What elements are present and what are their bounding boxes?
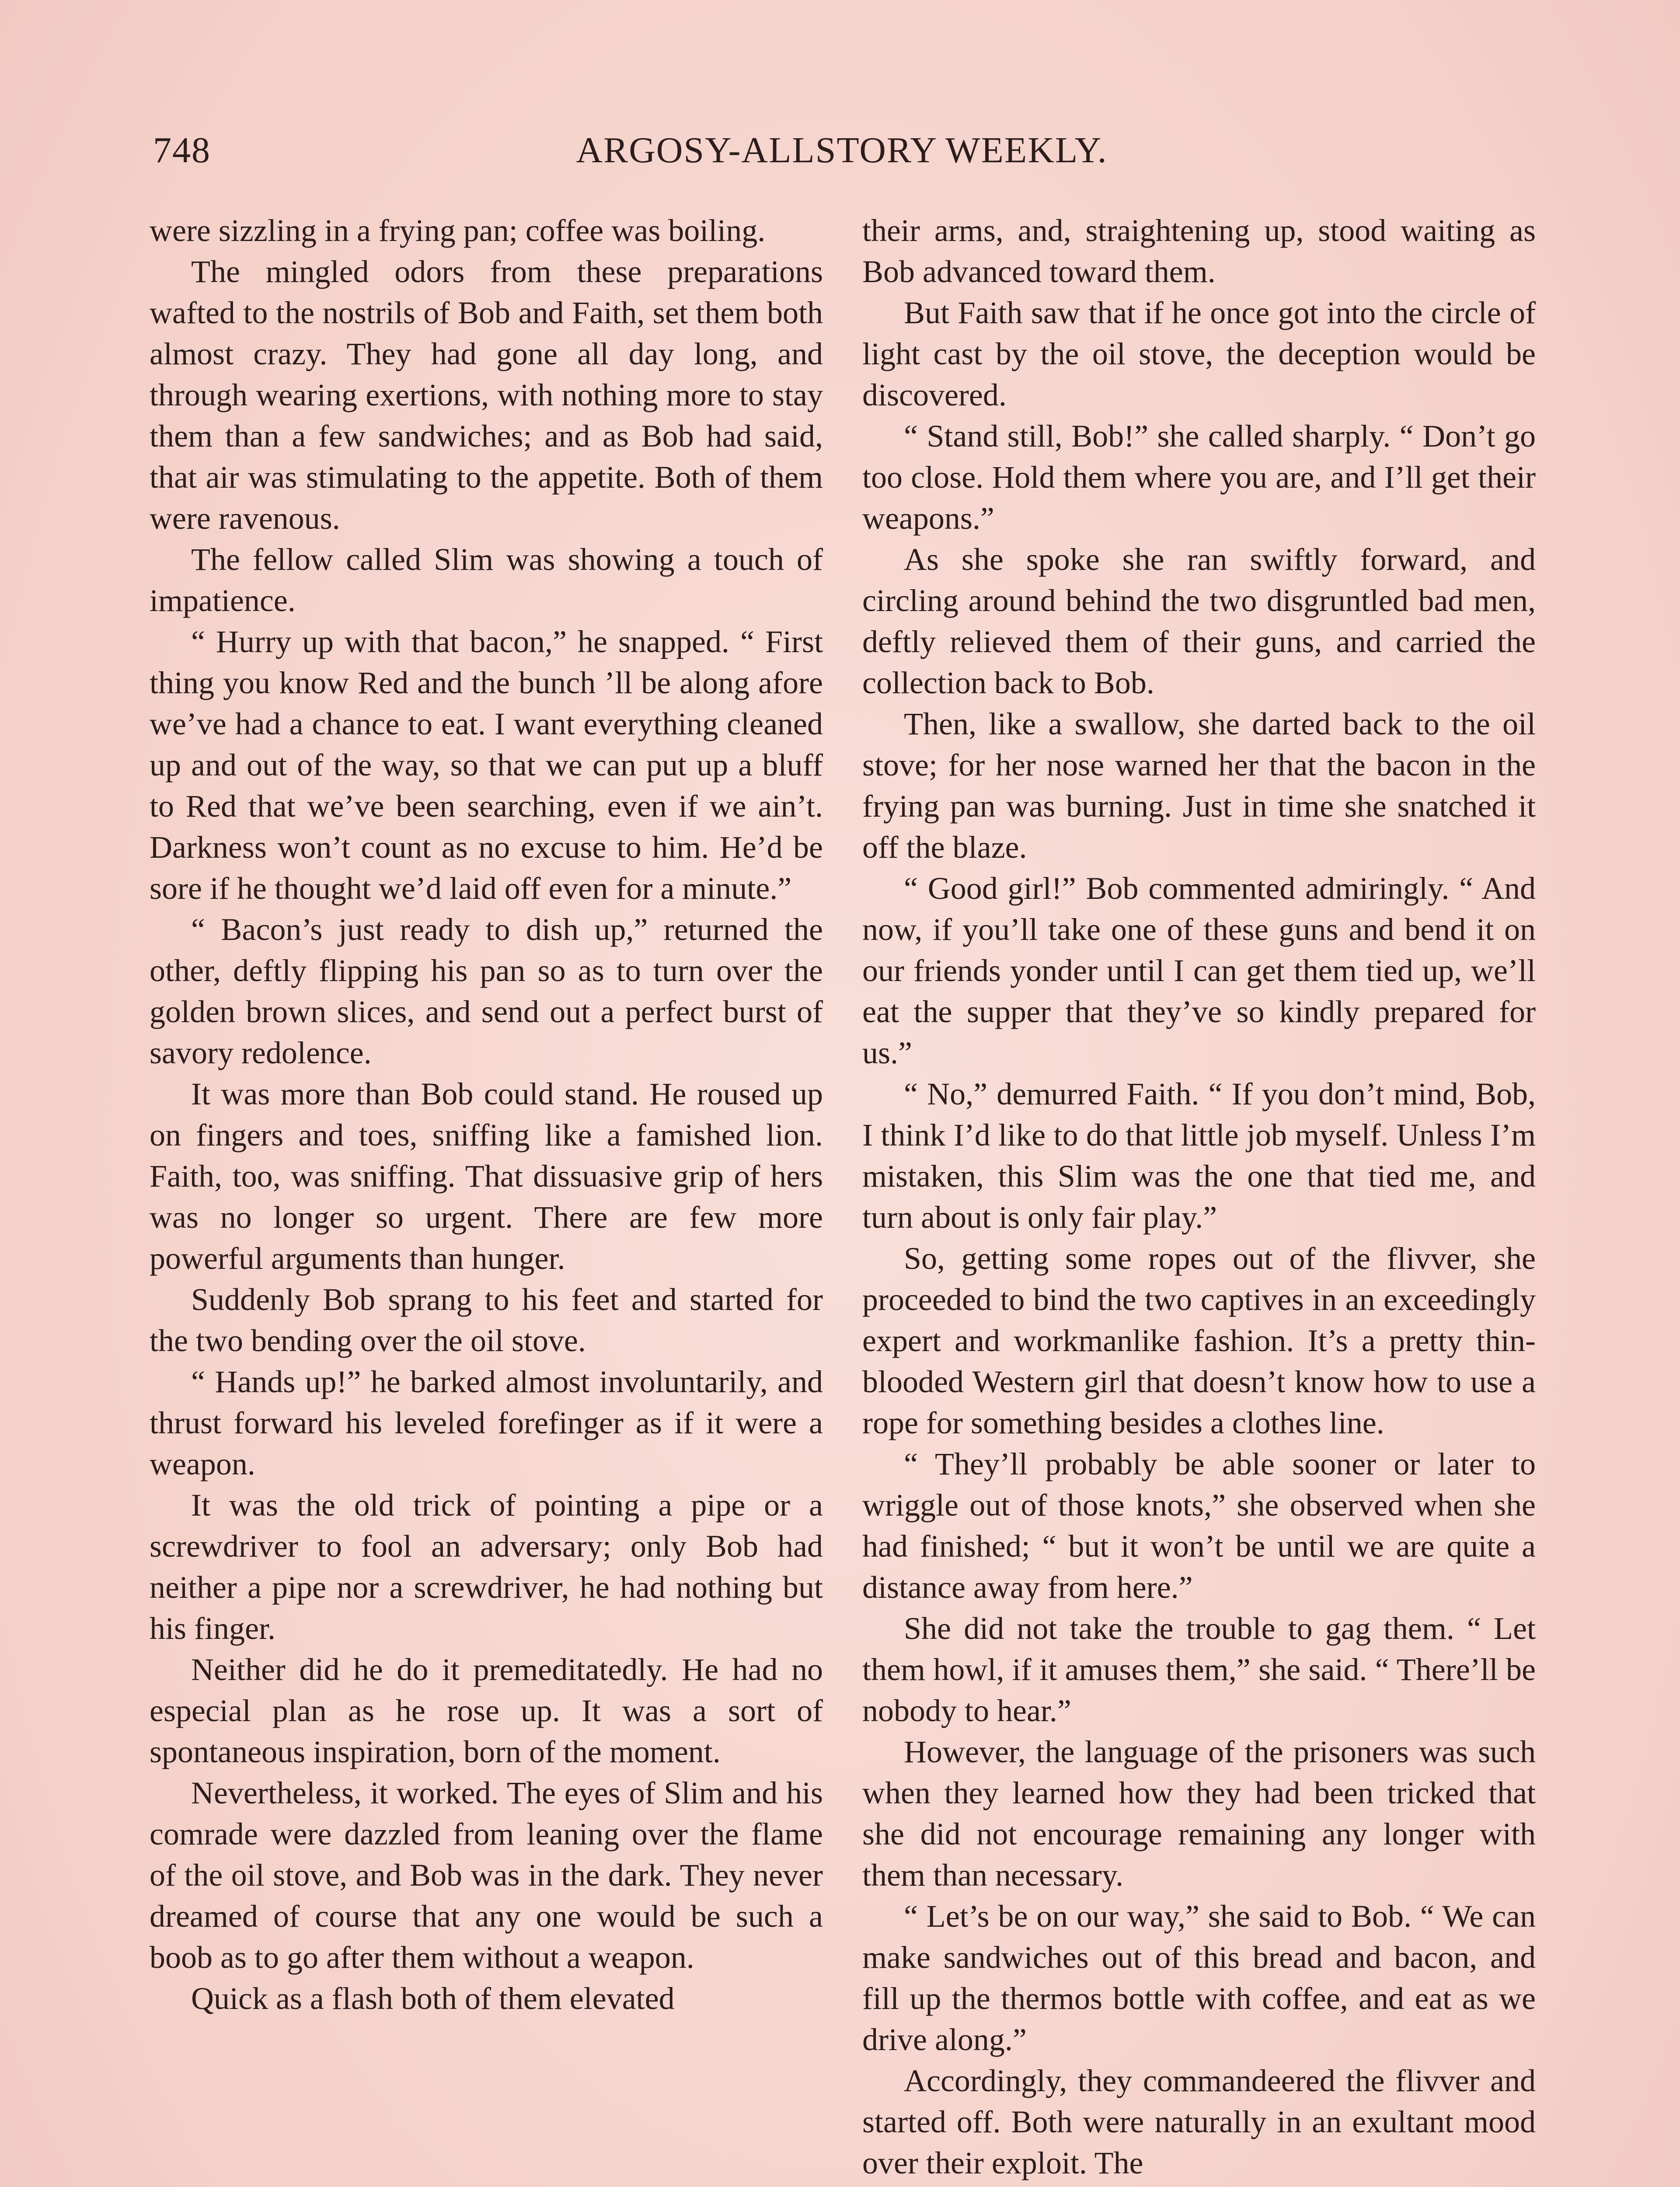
paragraph: Suddenly Bob sprang to his feet and started for the two bending over the oil stove.: [150, 1282, 823, 1358]
paragraph: Nevertheless, it worked. The eyes of Slim and his comrade were dazzled from leaning over the flame of the oil stove, and Bob was in the dark. They never dreamed of course that any one would be such a boob as to go after them without a weapon.: [150, 1775, 823, 1975]
paragraph: Quick as a flash both of them elevated: [191, 1981, 675, 2016]
right-column: [862, 210, 1536, 2184]
paragraph: their arms, and, straightening up, stood waiting as Bob advanced toward them.: [862, 213, 1536, 289]
running-title: ARGOSY-ALLSTORY WEEKLY.: [576, 130, 1108, 171]
paragraph: were sizzling in a frying pan; coffee was boiling.: [150, 213, 766, 248]
paragraph: “ Good girl!” Bob commented admiringly. “ And now, if you’ll take one of these guns and bend it on our friends yonder until I can get them tied up, we’ll eat the supper that they’ve so kindly prepared for us.”: [862, 871, 1536, 1070]
paragraph: Then, like a swallow, she darted back to the oil stove; for her nose warned her that the bacon in the frying pan was burning. Just in time she snatched it off the blaze.: [862, 706, 1536, 865]
paragraph: “ Hurry up with that bacon,” he snapped. “ First thing you know Red and the bunch ’ll be along afore we’ve had a chance to eat. I want everything cleaned up and out of the way, so that we can put up a bluff to Red that we’ve been searching, even if we ain’t. Darkness won’t count as no excuse to him. He’d be sore if he thought we’d laid off even for a minute.”: [150, 624, 823, 906]
paragraph: Accordingly, they commandeered the flivver and started off. Both were naturally in an exultant mood over their exploit. The: [862, 2063, 1536, 2180]
paragraph: It was more than Bob could stand. He roused up on fingers and toes, sniffing like a famished lion. Faith, too, was sniffing. That dissuasive grip of hers was no longer so urgent. There are few more powerful arguments than hunger.: [150, 1076, 823, 1276]
paragraph: She did not take the trouble to gag them. “ Let them howl, if it amuses them,” she said. “ There’ll be nobody to hear.”: [862, 1611, 1536, 1728]
paragraph: The mingled odors from these preparations wafted to the nostrils of Bob and Faith, set them both almost crazy. They had gone all day long, and through wearing exertions, with nothing more to stay them than a few sandwiches; and as Bob had said, that air was stimulating to the appetite. Both of them were ravenous.: [150, 254, 823, 536]
paragraph: But Faith saw that if he once got into the circle of light cast by the oil stove, the deception would be discovered.: [862, 295, 1536, 412]
page-number: 748: [153, 130, 211, 171]
paragraph: As she spoke she ran swiftly forward, and circling around behind the two disgruntled bad men, deftly relieved them of their guns, and carried the collection back to Bob.: [862, 542, 1536, 700]
paragraph: However, the language of the prisoners was such when they learned how they had been tricked that she did not encourage remaining any longer with them than necessary.: [862, 1734, 1536, 1893]
paragraph: “ Let’s be on our way,” she said to Bob. “ We can make sandwiches out of this bread and bacon, and fill up the thermos bottle with coffee, and eat as we drive along.”: [862, 1899, 1536, 2057]
paragraph: “ Bacon’s just ready to dish up,” returned the other, deftly flipping his pan so as to turn over the golden brown slices, and send out a perfect burst of savory redolence.: [150, 912, 823, 1070]
page-header: [153, 129, 1530, 186]
left-column: [150, 210, 823, 2019]
paragraph: “ Stand still, Bob!” she called sharply. “ Don’t go too close. Hold them where you are, and I’ll get their weapons.”: [862, 419, 1536, 536]
paragraph: “ Hands up!” he barked almost involuntarily, and thrust forward his leveled forefinger as if it were a weapon.: [150, 1364, 823, 1481]
paragraph: So, getting some ropes out of the flivver, she proceeded to bind the two captives in an exceedingly expert and workmanlike fashion. It’s a pretty thin-blooded Western girl that doesn’t know how to use a rope for something besides a clothes line.: [862, 1241, 1536, 1440]
paragraph: “ They’ll probably be able sooner or later to wriggle out of those knots,” she observed when she had finished; “ but it won’t be until we are quite a distance away from here.”: [862, 1446, 1536, 1605]
paragraph: The fellow called Slim was showing a touch of impatience.: [150, 542, 823, 618]
paragraph: Neither did he do it premeditatedly. He had no especial plan as he rose up. It was a sort of spontaneous inspiration, born of the moment.: [150, 1652, 823, 1769]
paragraph: “ No,” demurred Faith. “ If you don’t mind, Bob, I think I’d like to do that little job myself. Unless I’m mistaken, this Slim was the one that tied me, and turn about is only fair play.”: [862, 1076, 1536, 1235]
paragraph: It was the old trick of pointing a pipe or a screwdriver to fool an adversary; only Bob had neither a pipe nor a screwdriver, he had nothing but his finger.: [150, 1488, 823, 1646]
